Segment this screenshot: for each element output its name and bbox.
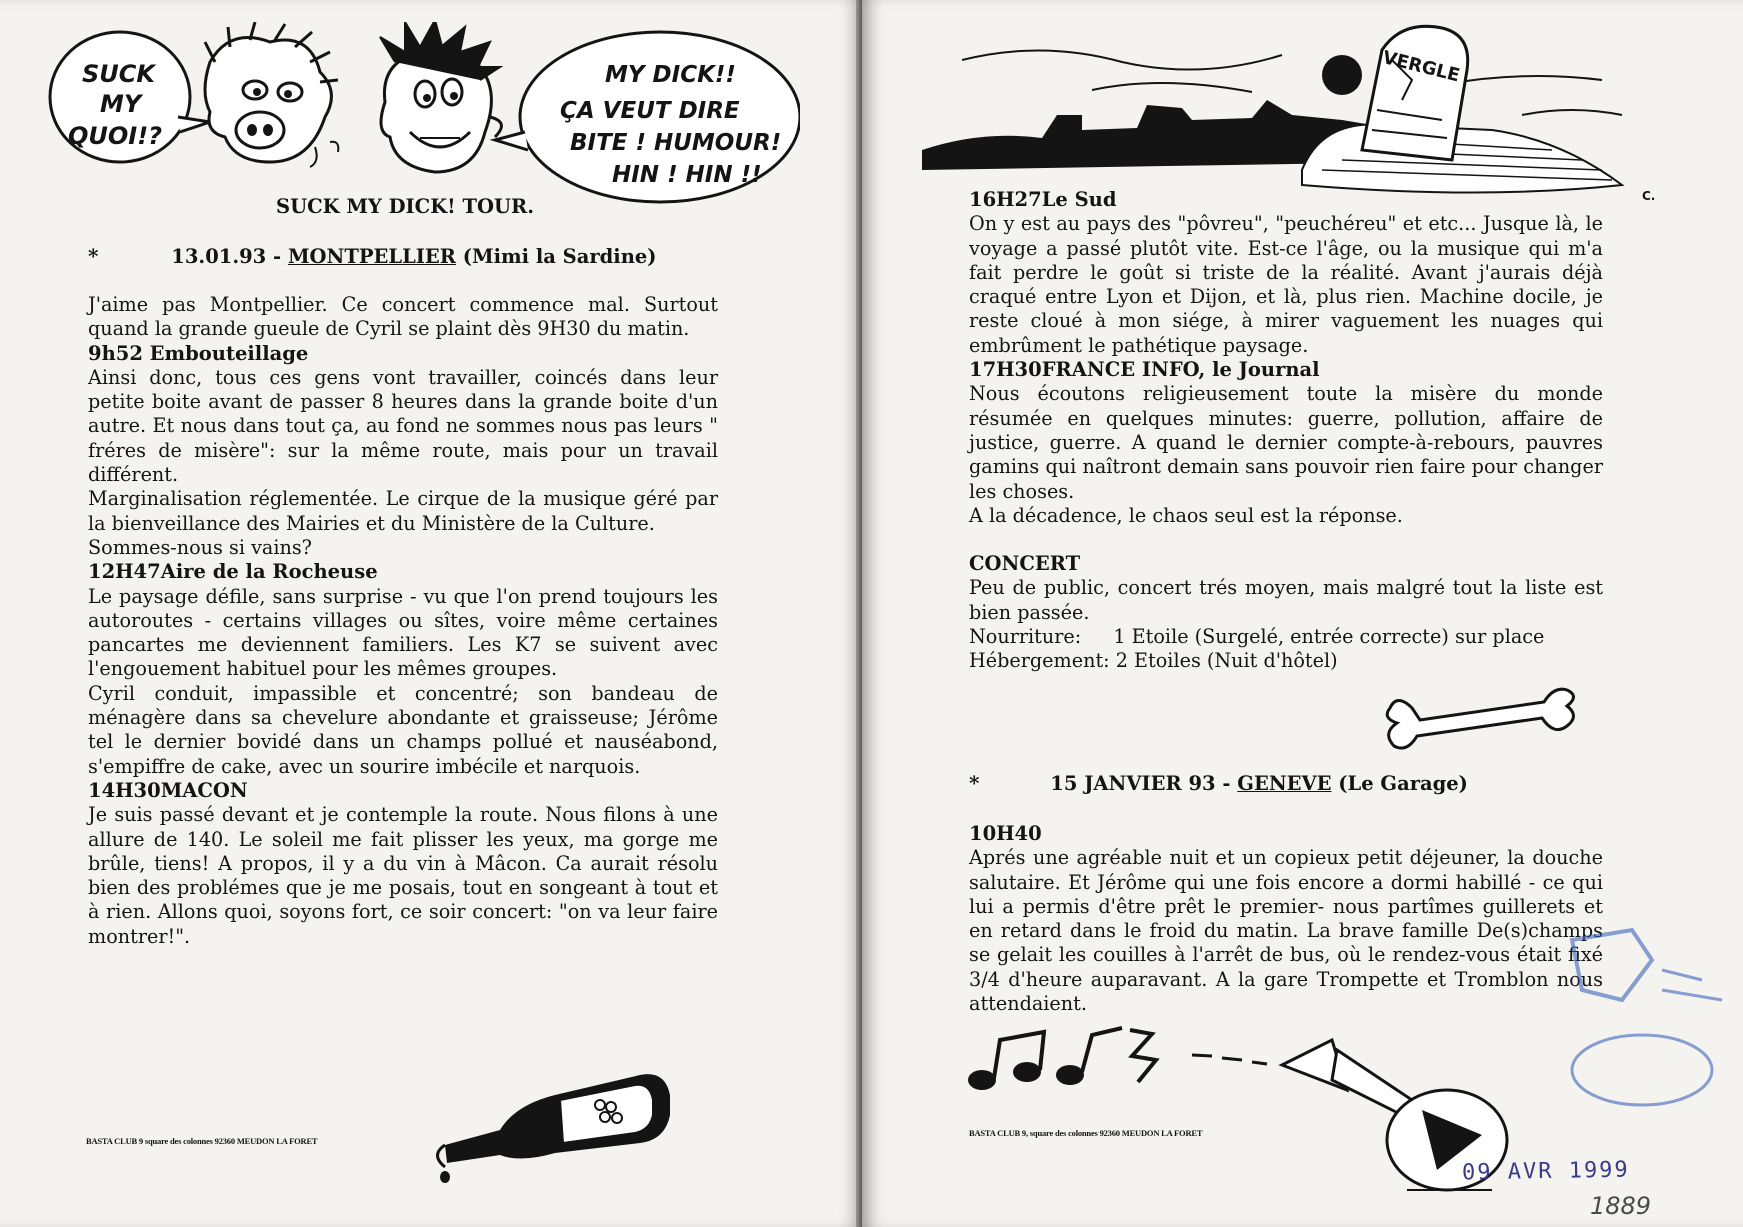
tombstone-text: VERGLE: [1380, 47, 1462, 87]
speech-bubble-right-line-3: BITE ! HUMOUR!: [570, 130, 782, 156]
intro-paragraph: J'aime pas Montpellier. Ce concert commence mal. Surtout quand la grande gueule de Cyril se plaint dès 9H30 du matin.: [88, 293, 718, 341]
concert-2-date: 15 JANVIER 93 -: [1050, 772, 1231, 795]
section-rocheuse-paragraph-2: Cyril conduit, impassible et concentré; son bandeau de ménagère dans sa chevelure abondante et graisseuse; Jérôme tel le dernier bovidé dans un champs pollué et nauséabond, s'empiffre de cake, avec un sourire imbécile et narquois.: [88, 681, 718, 778]
section-1040-heading: 10H40: [969, 822, 1042, 845]
received-date-stamp: 09 AVR 1999: [1461, 1157, 1630, 1186]
illustration-signature: C.: [1642, 189, 1656, 203]
section-rocheuse-heading: 12H47Aire de la Rocheuse: [88, 560, 378, 584]
left-footer-address: BASTA CLUB 9 square des colonnes 92360 MEUDON LA FORET: [86, 1136, 318, 1146]
concert-1-date: 13.01.93 -: [171, 245, 282, 268]
punk-character-drawing: [380, 22, 501, 172]
right-body-text-bottom: [969, 822, 1603, 1016]
speech-bubble-left-line-1: SUCK: [82, 60, 155, 88]
library-stamp: [1552, 920, 1732, 1110]
music-notes-drawing: [968, 1028, 1156, 1090]
section-rocheuse-paragraph-1: Le paysage défile, sans surprise - vu que l'on prend toujours les autoroutes - certains villages ou sîtes, voire même certaines pancartes me deviennent familiers. Les K7 se suivent avec l'engouement habituel pour les mêmes groupes.: [88, 584, 718, 681]
section-france-info-paragraph-1: Nous écoutons religieusement toute la misère du monde résumée en quelques minutes: guerre, pollution, affaire de justice, guerre. A quand le dernier compte-à-rebours, pauvres gamins qui naîtront demain sans pouvoir rien faire pour changer les choses.: [969, 382, 1603, 503]
left-cartoon-illustration: [40, 22, 800, 212]
concert-1-place: MONTPELLIER: [287, 245, 456, 268]
section-sud-paragraph-1: On y est au pays des "pôvreu", "peuchéreu" et etc... Jusque là, le voyage a passé plutôt vite. Est-ce l'âge, ou la musique qui m'a fait perdre le goût si triste de la réalité. Avant j'aurais déjà craqué entre Lyon et Dijon, et là, plus rien. Machine docile, je reste cloué à mon siége, à mirer vaguement les nuages qui embrûment le pathétique paysage.: [969, 212, 1603, 357]
speech-bubble-left-line-3: QUOI!?: [68, 122, 163, 150]
tour-title: SUCK MY DICK! TOUR.: [276, 195, 534, 218]
section-1040-paragraph-1: Aprés une agréable nuit et un copieux petit déjeuner, la douche salutaire. Et Jérôme qui une fois encore a dormi habillé - ce qui lui a permis d'être prêt le premier- nous partîmes guillerets et en retard dans le froid du matin. La brave famille De(s)champs se gelait les couilles à l'arrêt de bus, où le rendez-vous était fixé 3/4 d'heure auparavant. A la gare Trompette et Tromblon nous attendaient.: [969, 846, 1603, 1016]
concert-rating-food: [969, 625, 1603, 649]
concert-1-star: *: [88, 244, 99, 268]
left-body-text: [88, 293, 718, 949]
right-page: [862, 0, 1743, 1227]
stamp-drawing: [1552, 920, 1732, 1110]
concert-review-paragraph: Peu de public, concert trés moyen, mais malgré tout la liste est bien passée.: [969, 576, 1603, 624]
concert-rating-lodging: [969, 649, 1603, 673]
right-body-text-top: [969, 188, 1603, 674]
speech-bubble-right-line-2: ÇA VEUT DIRE: [560, 98, 740, 124]
scruffy-character-drawing: [205, 22, 338, 167]
speech-bubble-right-line-1b: MY DICK!!: [605, 62, 736, 88]
concert-2-place: GENEVE: [1237, 772, 1332, 795]
speech-bubble-left-line-2: MY: [100, 90, 142, 118]
concert-2-venue: (Le Garage): [1338, 772, 1468, 795]
right-footer-address: BASTA CLUB 9, square des colonnes 92360 MEUDON LA FORET: [969, 1128, 1203, 1138]
bone-illustration: [1382, 680, 1582, 760]
section-macon-heading: 14H30MACON: [88, 778, 248, 802]
concert-1-line: [88, 244, 808, 268]
section-embouteillage-paragraph-3: Sommes-nous si vains?: [88, 535, 312, 559]
wine-bottle-illustration: [425, 1045, 675, 1185]
moon-drawing: [1322, 55, 1362, 95]
section-macon-paragraph-1: Je suis passé devant et je contemple la route. Nous filons à une allure de 140. Le soleil me fait plisser les yeux, ma gorge me brûle, tiens! A propos, il y a du vin à Mâcon. Ca aurait résolu bien des problémes que je me posais, tout en songeant à tout et à rien. Allons quoi, soyons fort, ce soir concert: "on va leur faire montrer!".: [88, 803, 718, 948]
food-value: 1 Etoile (Surgelé, entrée correcte) sur place: [1113, 625, 1545, 649]
food-label: Nourriture:: [969, 625, 1082, 649]
handwritten-catalog-number: 1889: [1590, 1192, 1652, 1220]
concert-2-star: *: [969, 771, 980, 795]
section-france-info-paragraph-2: A la décadence, le chaos seul est la réponse.: [969, 503, 1403, 527]
concert-review-heading: CONCERT: [969, 552, 1081, 576]
speech-bubble-right-line-4: HIN ! HIN !!: [612, 162, 762, 188]
section-embouteillage-paragraph-1: Ainsi donc, tous ces gens vont travailler, coincés dans leur petite boite avant de passer 8 heures dans la grande boite d'un autre. Et nous dans tout ça, au fond ne sommes nous pas leurs " fréres de misère": sur la même route, mais pour un travail différent.: [88, 365, 718, 487]
graveyard-illustration: [922, 20, 1682, 205]
section-embouteillage-paragraph-2: Marginalisation réglementée. Le cirque de la musique géré par la bienveillance des Mairies et du Ministère de la Culture.: [88, 487, 718, 535]
left-page: [0, 0, 862, 1227]
section-france-info-heading: 17H30FRANCE INFO, le Journal: [969, 358, 1320, 382]
concert-1-venue: (Mimi la Sardine): [462, 245, 657, 268]
lodging-value: 2 Etoiles (Nuit d'hôtel): [1115, 649, 1338, 673]
concert-2-line: [969, 771, 1689, 795]
section-sud-heading: 16H27Le Sud: [969, 188, 1117, 211]
section-embouteillage-heading: 9h52 Embouteillage: [88, 341, 309, 365]
trumpet-drawing: [1192, 1040, 1507, 1190]
lodging-label: Hébergement:: [969, 649, 1110, 673]
